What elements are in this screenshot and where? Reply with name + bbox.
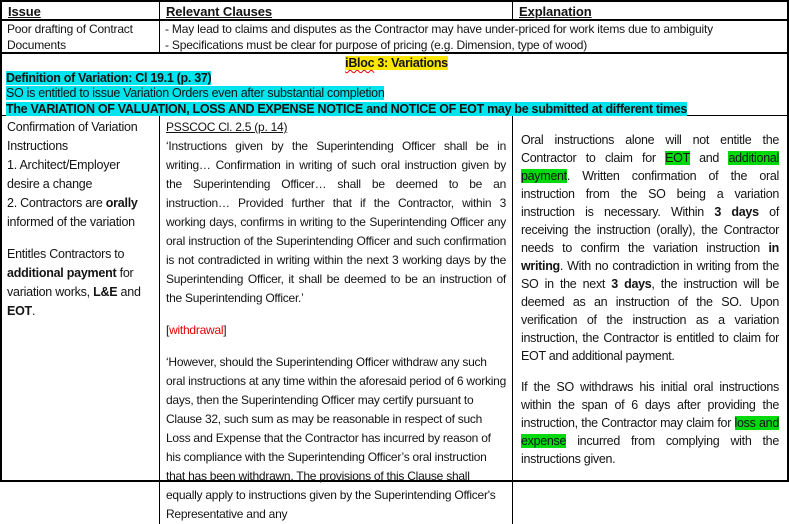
cell-poor-drafting-notes: - May lead to claims and disputes as the Contractor may have under-priced for work items due to ambiguity - Specifications must be clear for purpose of pricing (e.g. Dimension, type of wood): [165, 22, 713, 52]
row-poor-drafting: [2, 21, 787, 54]
section-variations: iBloc 3: Variations Definition of Variation: Cl 19.1 (p. 37) SO is entitled to issue Variation Orders even after substantial completion The VARIATION OF VALUATION, LOSS AND EXPENSE NOTICE and NOTICE OF EOT may be submitted at different times: [2, 54, 787, 116]
row-confirmation-of-variation: [2, 116, 787, 524]
cell-poor-drafting-issue: Poor drafting of Contract Documents: [2, 21, 160, 52]
cell-confirmation-clauses: PSSCOC Cl. 2.5 (p. 14) ‘Instructions given by the Superintending Officer shall be in writing… Confirmation in writing of such oral instruction given by the Superintending Officer… shall be deemed to be an instruction… Provided further that if the Contractor, within 3 working days, confirms in writing to the Superintending Officer any oral instruction of the Superintending Officer and such confirmation is not contradicted in writing within the next 3 working days by the Superintending Officer, it shall be deemed to be an instruction of the Superintending Officer.’ [withdrawal] ‘However, should the Superintending Officer withdraw any such oral instructions at any time within the aforesaid period of 6 working days, then the Superintending Officer may certify pursuant to Clause 32, such sum as may be reasonable in respect of such Loss and Expense that the Contractor has incurred by reason of his compliance with the Superintending Officer’s oral instruction that has been withdrawn. The provisions of this Clause shall equally apply to instructions given by the Superintending Officer's Representative and any: [160, 116, 513, 524]
cell-confirmation-issue: Confirmation of Variation Instructions 1. Architect/Employer desire a change 2. Contractors are orally informed of the variation Entitles Contractors to additional payment for variation works, L&E and EOT.: [2, 116, 160, 524]
cell-confirmation-explanation: Oral instructions alone will not entitle the Contractor to claim for EOT and additional payment. Written confirmation of the oral instruction from the SO being a variation instruction is necessary. Within 3 days of receiving the instruction (orally), the Contractor needs to confirm the variation instruction in writing. With no contradiction in writing from the SO in the next 3 days, the instruction will be deemed as an instruction of the SO. Upon verification of the instruction as a variation instruction, the Contractor is entitled to claim for EOT and additional payment. If the SO withdraws his initial oral instructions within the span of 6 days after providing the instruction, the Contractor may claim for loss and expense incurred from complying with the instructions given.: [521, 133, 779, 466]
header-relevant-clauses: Relevant Clauses: [160, 2, 513, 19]
table-header-row: [2, 2, 787, 21]
header-explanation: Explanation: [519, 4, 592, 19]
header-issue: Issue: [2, 2, 160, 19]
